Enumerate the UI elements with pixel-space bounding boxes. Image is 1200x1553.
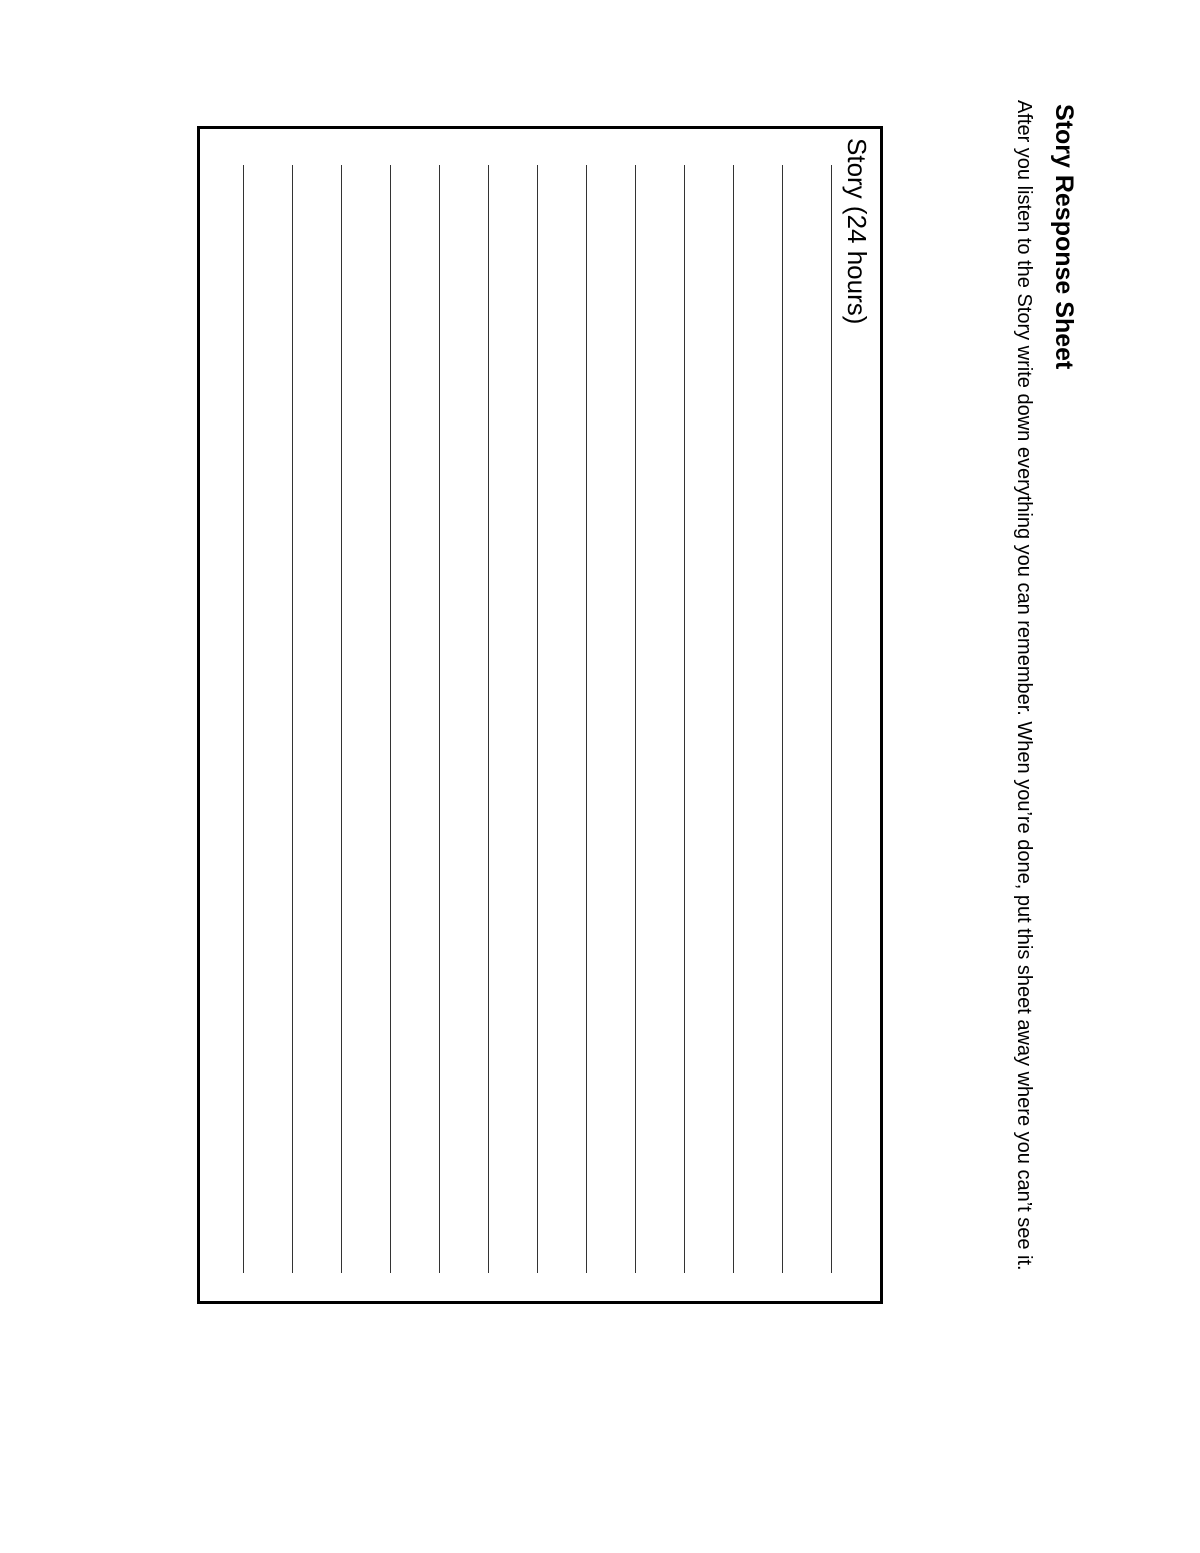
writing-line (537, 165, 538, 1273)
response-box[interactable] (197, 126, 883, 1304)
box-label: Story (24 hours) (842, 138, 872, 325)
writing-line (586, 165, 587, 1273)
writing-line (488, 165, 489, 1273)
writing-line (341, 165, 342, 1273)
sheet-title: Story Response Sheet (1050, 104, 1078, 370)
writing-line (439, 165, 440, 1273)
writing-line (733, 165, 734, 1273)
writing-line (292, 165, 293, 1273)
writing-line (831, 165, 832, 1273)
writing-line (635, 165, 636, 1273)
writing-line (243, 165, 244, 1273)
writing-line (390, 165, 391, 1273)
writing-line (684, 165, 685, 1273)
writing-line (782, 165, 783, 1273)
instructions-text: After you listen to the Story write down everything you can remember. When you’re done, put this sheet away where you can’t see it. (1013, 100, 1035, 1271)
writing-lines (200, 165, 836, 1273)
